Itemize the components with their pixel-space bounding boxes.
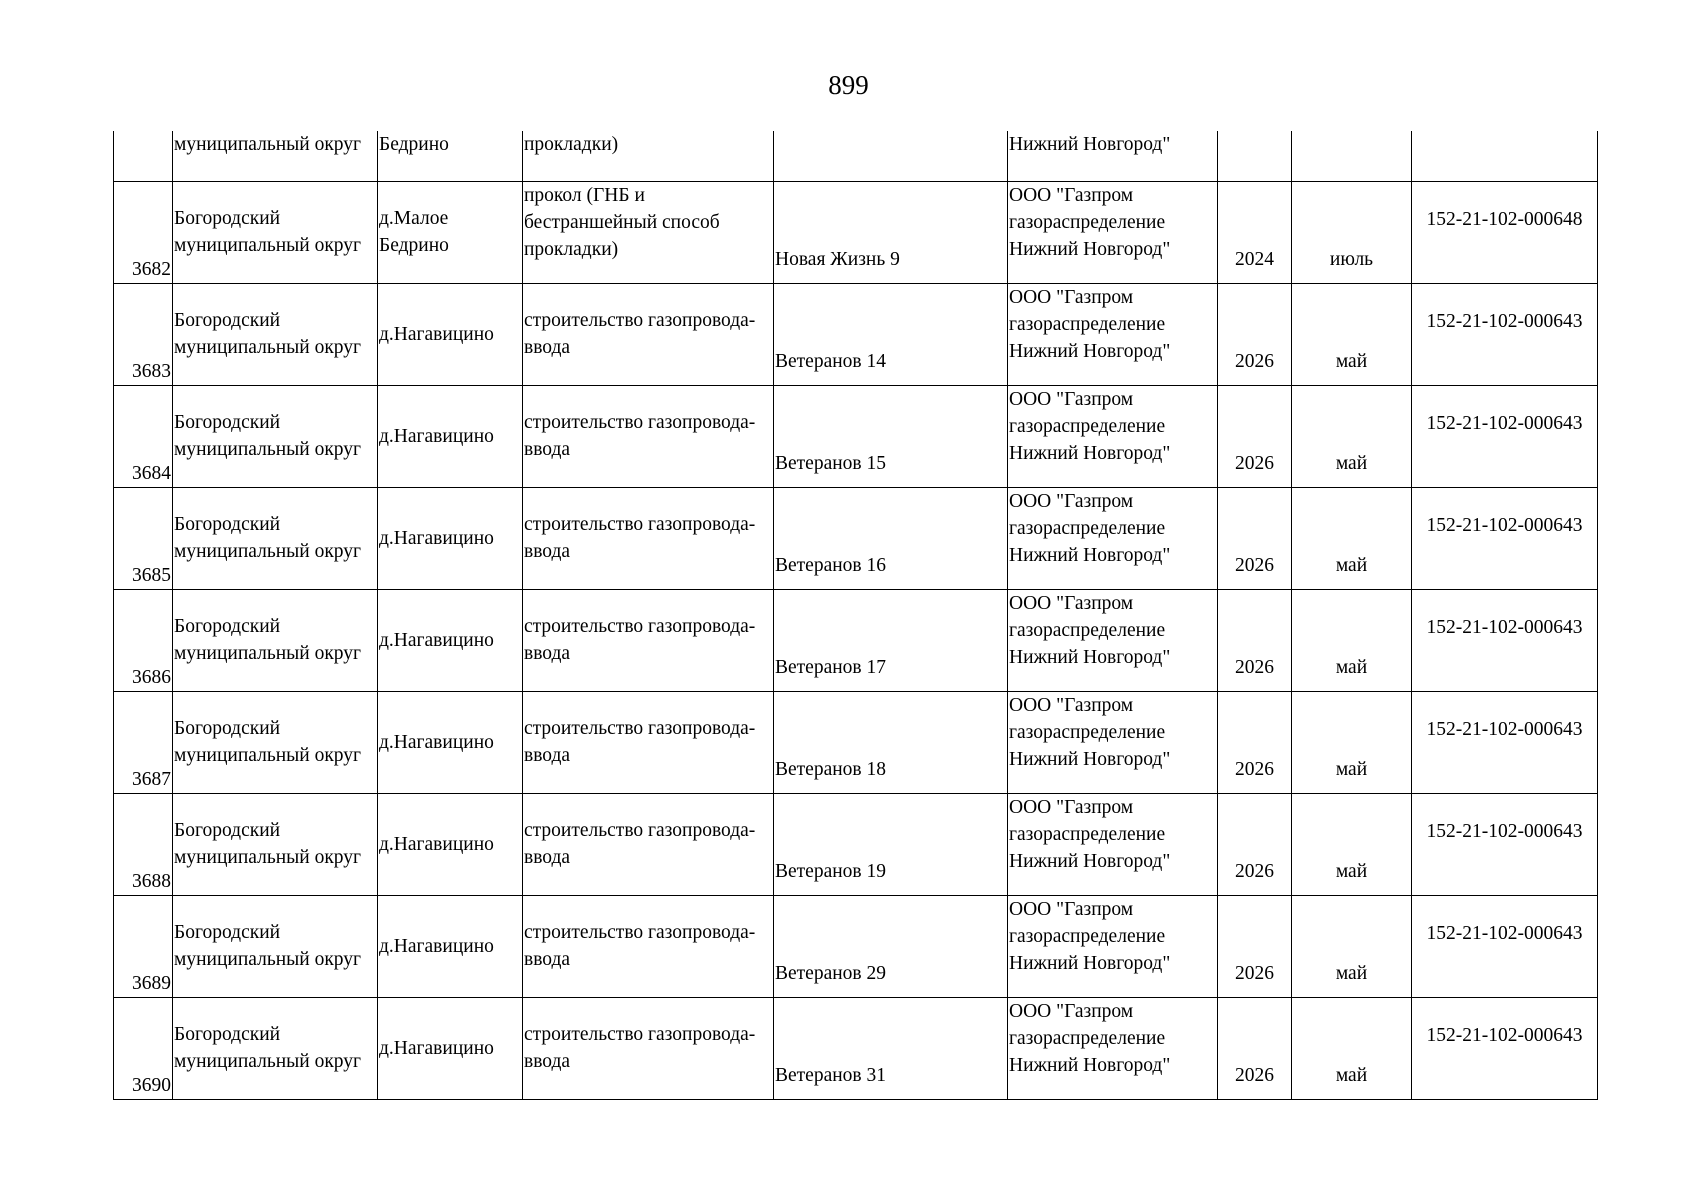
cell-address: Ветеранов 16: [774, 487, 1008, 589]
cell-village: д.Малое Бедрино: [378, 181, 523, 283]
registry-table: [113, 131, 1598, 1100]
cell-organization: ООО "Газпром газораспределение Нижний Новгород": [1008, 997, 1218, 1099]
cell-year: 2026: [1218, 793, 1292, 895]
table-row: [114, 181, 1598, 283]
cell-year: 2026: [1218, 487, 1292, 589]
cell-year: 2026: [1218, 997, 1292, 1099]
cell-year: 2026: [1218, 385, 1292, 487]
cell-number: 3684: [114, 385, 173, 487]
table-row: [114, 385, 1598, 487]
cell-work-type: строительство газопровода- ввода: [523, 283, 774, 385]
cell-organization: ООО "Газпром газораспределение Нижний Новгород": [1008, 487, 1218, 589]
cell-district: Богородский муниципальный округ: [173, 181, 378, 283]
cell-work-type: строительство газопровода- ввода: [523, 691, 774, 793]
cell-address: Ветеранов 19: [774, 793, 1008, 895]
cell-work-type: прокол (ГНБ и бестраншейный способ прокладки): [523, 181, 774, 283]
cell-address: Ветеранов 17: [774, 589, 1008, 691]
cell-code: 152-21-102-000643: [1412, 487, 1598, 589]
table-body: [114, 131, 1598, 1099]
cell-month: май: [1292, 589, 1412, 691]
cell-work-type: строительство газопровода- ввода: [523, 589, 774, 691]
cell-district: Богородский муниципальный округ: [173, 487, 378, 589]
cell-month: май: [1292, 283, 1412, 385]
cell-village: д.Нагавицино: [378, 589, 523, 691]
cell-district: Богородский муниципальный округ: [173, 997, 378, 1099]
cell-year: 2026: [1218, 589, 1292, 691]
cell-year: 2026: [1218, 691, 1292, 793]
cell-district: Богородский муниципальный округ: [173, 895, 378, 997]
table-row: [114, 997, 1598, 1099]
cell-district: Богородский муниципальный округ: [173, 793, 378, 895]
cell-year: [1218, 131, 1292, 181]
table-row-continuation: [114, 131, 1598, 181]
cell-village: д.Нагавицино: [378, 997, 523, 1099]
cell-code: 152-21-102-000643: [1412, 691, 1598, 793]
cell-address: [774, 131, 1008, 181]
table-row: [114, 487, 1598, 589]
cell-work-type: прокладки): [523, 131, 774, 181]
cell-year: 2026: [1218, 895, 1292, 997]
cell-number: 3686: [114, 589, 173, 691]
cell-address: Ветеранов 31: [774, 997, 1008, 1099]
cell-organization: ООО "Газпром газораспределение Нижний Новгород": [1008, 691, 1218, 793]
cell-village: д.Нагавицино: [378, 385, 523, 487]
cell-organization: ООО "Газпром газораспределение Нижний Новгород": [1008, 385, 1218, 487]
cell-number: 3687: [114, 691, 173, 793]
cell-district: Богородский муниципальный округ: [173, 691, 378, 793]
cell-month: май: [1292, 691, 1412, 793]
cell-code: 152-21-102-000648: [1412, 181, 1598, 283]
cell-code: 152-21-102-000643: [1412, 997, 1598, 1099]
table-row: [114, 283, 1598, 385]
cell-village: Бедрино: [378, 131, 523, 181]
cell-number: 3690: [114, 997, 173, 1099]
cell-organization: ООО "Газпром газораспределение Нижний Новгород": [1008, 589, 1218, 691]
cell-number: 3685: [114, 487, 173, 589]
cell-month: [1292, 131, 1412, 181]
cell-code: 152-21-102-000643: [1412, 793, 1598, 895]
cell-number: 3682: [114, 181, 173, 283]
cell-district: Богородский муниципальный округ: [173, 589, 378, 691]
cell-code: 152-21-102-000643: [1412, 895, 1598, 997]
cell-organization: ООО "Газпром газораспределение Нижний Новгород": [1008, 283, 1218, 385]
cell-village: д.Нагавицино: [378, 691, 523, 793]
cell-address: Новая Жизнь 9: [774, 181, 1008, 283]
cell-month: май: [1292, 895, 1412, 997]
cell-year: 2024: [1218, 181, 1292, 283]
cell-organization: ООО "Газпром газораспределение Нижний Новгород": [1008, 793, 1218, 895]
cell-organization: ООО "Газпром газораспределение Нижний Новгород": [1008, 181, 1218, 283]
cell-organization: Нижний Новгород": [1008, 131, 1218, 181]
cell-village: д.Нагавицино: [378, 793, 523, 895]
cell-village: д.Нагавицино: [378, 895, 523, 997]
cell-district: Богородский муниципальный округ: [173, 283, 378, 385]
cell-village: д.Нагавицино: [378, 487, 523, 589]
cell-code: 152-21-102-000643: [1412, 283, 1598, 385]
cell-work-type: строительство газопровода- ввода: [523, 487, 774, 589]
table-row: [114, 691, 1598, 793]
cell-month: май: [1292, 385, 1412, 487]
cell-work-type: строительство газопровода- ввода: [523, 793, 774, 895]
cell-code: 152-21-102-000643: [1412, 385, 1598, 487]
cell-month: май: [1292, 997, 1412, 1099]
cell-address: Ветеранов 15: [774, 385, 1008, 487]
cell-work-type: строительство газопровода- ввода: [523, 997, 774, 1099]
cell-organization: ООО "Газпром газораспределение Нижний Новгород": [1008, 895, 1218, 997]
cell-number: 3688: [114, 793, 173, 895]
cell-district: муниципальный округ: [173, 131, 378, 181]
cell-number: 3683: [114, 283, 173, 385]
table-row: [114, 895, 1598, 997]
page-number: 899: [828, 70, 869, 100]
cell-number: 3689: [114, 895, 173, 997]
table-row: [114, 793, 1598, 895]
cell-code: [1412, 131, 1598, 181]
cell-district: Богородский муниципальный округ: [173, 385, 378, 487]
cell-work-type: строительство газопровода- ввода: [523, 385, 774, 487]
table-row: [114, 589, 1598, 691]
cell-address: Ветеранов 14: [774, 283, 1008, 385]
cell-address: Ветеранов 18: [774, 691, 1008, 793]
cell-year: 2026: [1218, 283, 1292, 385]
cell-number: [114, 131, 173, 181]
cell-month: май: [1292, 793, 1412, 895]
cell-address: Ветеранов 29: [774, 895, 1008, 997]
cell-code: 152-21-102-000643: [1412, 589, 1598, 691]
cell-month: май: [1292, 487, 1412, 589]
cell-work-type: строительство газопровода- ввода: [523, 895, 774, 997]
cell-village: д.Нагавицино: [378, 283, 523, 385]
cell-month: июль: [1292, 181, 1412, 283]
